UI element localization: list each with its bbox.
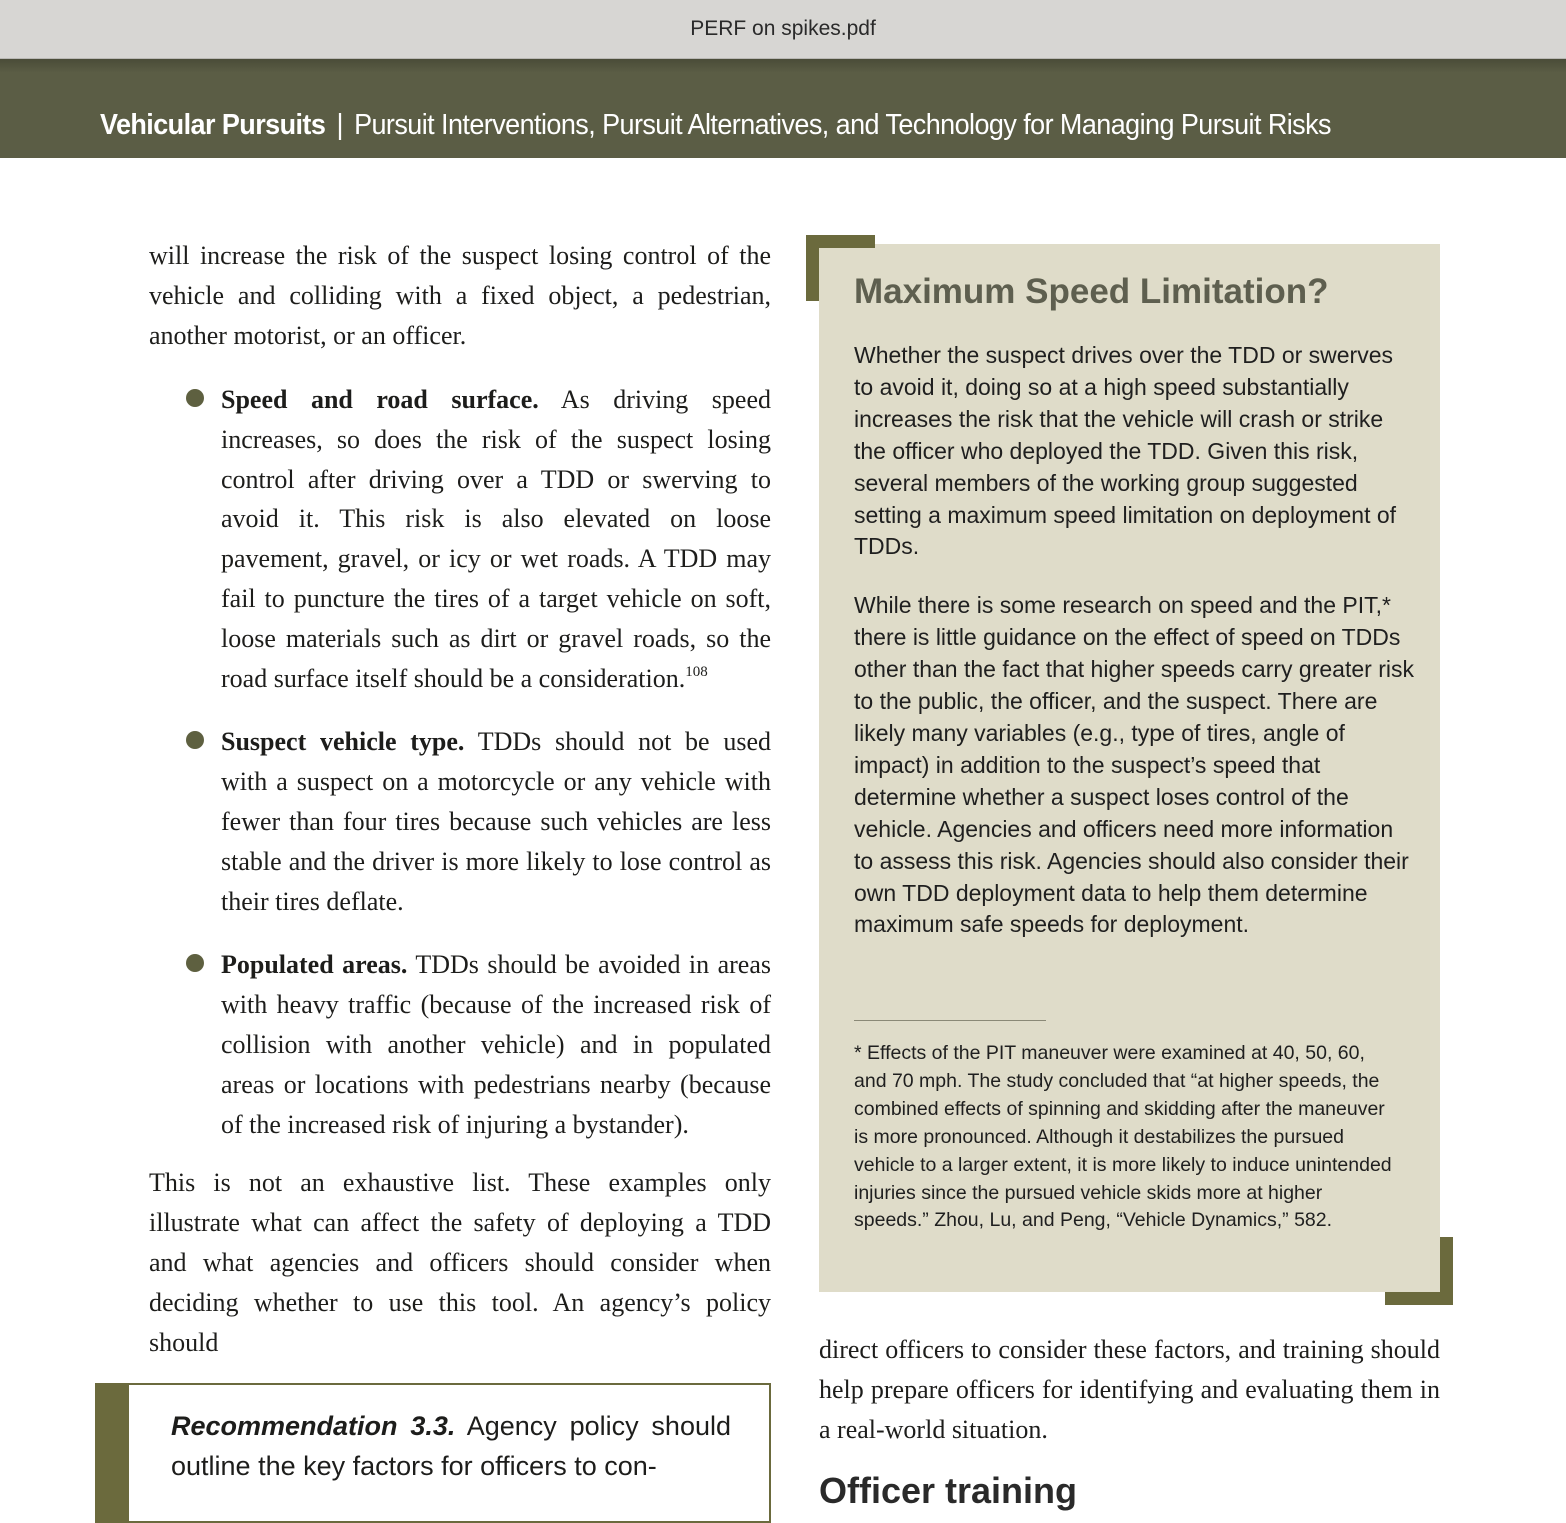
list-item [221, 380, 771, 698]
header-subtitle: Pursuit Interventions, Pursuit Alternatives, and Technology for Managing Pursuit Risks [354, 109, 1331, 141]
continuation-paragraph: direct officers to consider these factors, and training should help prepare officers for identifying and evaluating them in a real-world situation. [819, 1335, 1440, 1444]
bullet-icon [186, 954, 204, 972]
document-title: PERF on spikes.pdf [690, 17, 876, 40]
list-item [221, 945, 771, 1144]
list-item [221, 722, 771, 921]
right-column [819, 1330, 1440, 1450]
closing-paragraph: This is not an exhaustive list. These examples only illustrate what can affect the safety of deploying a TDD and what agencies and officers should consider when deciding whether to use this tool. An agency’s policy should [149, 1168, 771, 1358]
recommendation-accent-bar [97, 1385, 129, 1521]
recommendation-label: Recommendation 3.3. [171, 1411, 456, 1441]
header-line [100, 109, 1331, 142]
section-heading: Officer training [819, 1470, 1078, 1511]
factor-list [149, 380, 771, 1144]
recommendation-box [95, 1383, 771, 1523]
bullet-icon [186, 731, 204, 749]
left-column [149, 236, 771, 1363]
sidebar-footnote: * Effects of the PIT maneuver were examined at 40, 50, 60, and 70 mph. The study concluded that “at higher speeds, the combined effects of spinning and skidding after the maneuver is more pronounced. Although it destabilizes the pursued vehicle to a larger extent, it is more likely to induce unintended injuries since the pursued vehicle skids more at higher speeds.” Zhou, Lu, and Peng, “Vehicle Dynamics,” 582. [854, 1042, 1392, 1232]
bullet-term: Speed and road surface. [221, 385, 539, 414]
header-section: Vehicular Pursuits [100, 109, 326, 141]
page-header-banner [0, 59, 1566, 158]
bullet-text: As driving speed increases, so does the risk of the suspect losing control after driving over a TDD or swerving to avoid it. This risk is also elevated on loose pavement, gravel, or icy or wet roads. A TDD may fail to puncture the tires of a target vehicle on soft, loose materials such as dirt or gravel roads, so the road surface itself should be a consideration. [221, 385, 771, 693]
bullet-text: TDDs should be avoided in areas with heavy traffic (because of the increased risk of collision with another vehicle) and in populated areas or locations with pedestrians nearby (because of the increased risk of injuring a bystander). [221, 950, 771, 1139]
sidebar-corner-bottom-right [1385, 1237, 1453, 1305]
bullet-icon [186, 389, 204, 407]
recommendation-text [171, 1406, 731, 1486]
recommendation-body: Agency policy should outline the key factors for officers to con- [171, 1411, 731, 1481]
window-titlebar [0, 0, 1566, 59]
sidebar-paragraph: Whether the suspect drives over the TDD or swerves to avoid it, doing so at a high speed substantially increases the risk that the vehicle will crash or strike the officer who deployed the TDD. Given this risk, several members of the working group suggested setting a maximum speed limitation on deployment of TDDs. [854, 342, 1397, 560]
sidebar-body [854, 340, 1414, 968]
bullet-term: Populated areas. [221, 950, 408, 980]
bullet-text: TDDs should not be used with a suspect on a motorcycle or any vehicle with fewer than four tires because such vehicles are less stable and the driver is more likely to lose control as their tires deflate. [221, 727, 771, 916]
footnote-divider [854, 1020, 1046, 1021]
sidebar-paragraph: While there is some research on speed and the PIT,* there is little guidance on the effect of speed on TDDs other than the fact that higher speeds carry greater risk to the public, the officer, and the suspect. There are likely many variables (e.g., type of tires, angle of impact) in addition to the suspect’s speed that determine whether a suspect loses control of the vehicle. Agencies and officers need more information to assess this risk. Agencies should also consider their own TDD deployment data to help them determine maximum safe speeds for deployment. [854, 592, 1414, 938]
endnote-ref[interactable]: 108 [685, 663, 708, 680]
bullet-term: Suspect vehicle type. [221, 727, 465, 757]
header-separator: | [336, 109, 343, 141]
sidebar-title: Maximum Speed Limitation? [854, 272, 1329, 311]
intro-paragraph: will increase the risk of the suspect losing control of the vehicle and colliding with a fixed object, a pedestrian, another motorist, or an officer. [149, 241, 771, 350]
